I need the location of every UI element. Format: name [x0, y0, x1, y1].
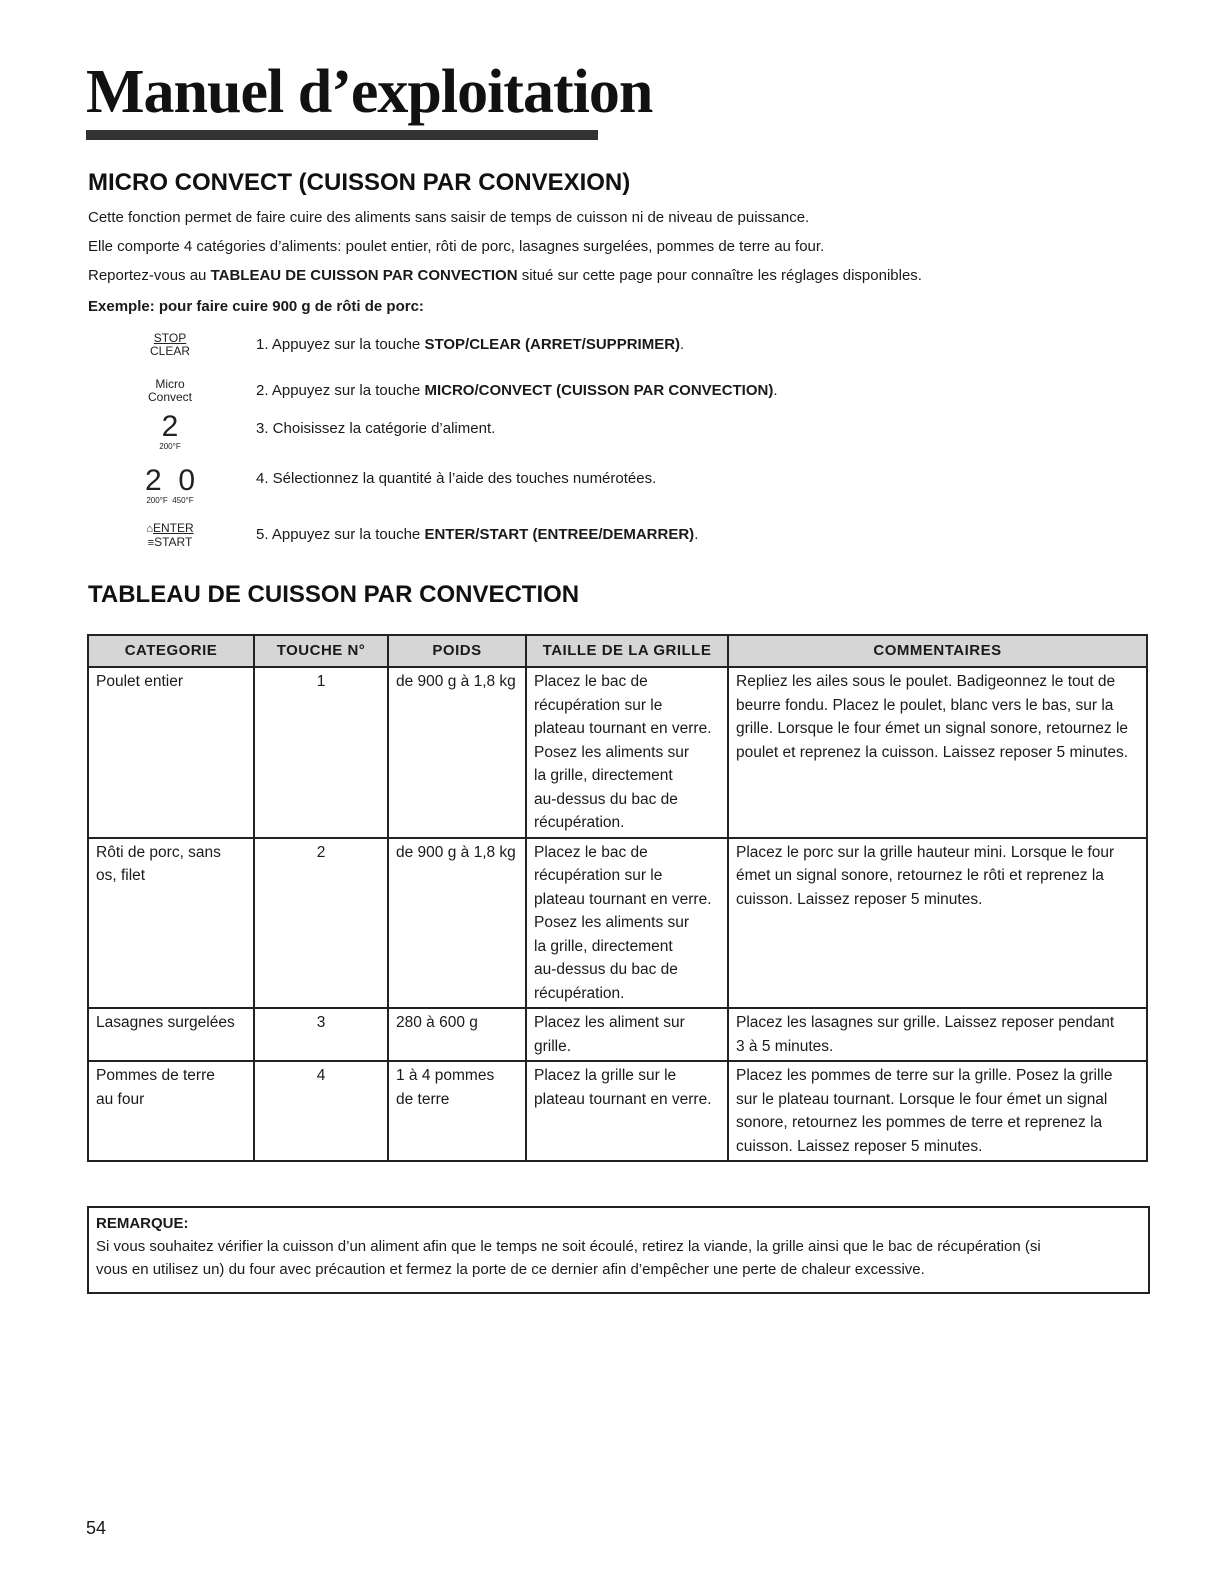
table-header-row: [88, 635, 1147, 667]
cell-line: Placez le porc sur la grille hauteur mini. Lorsque le four: [736, 843, 1115, 861]
key-bottom: 200°F: [159, 442, 181, 451]
key-bottom: CLEAR: [149, 344, 190, 358]
cell-line: Pommes de terre: [96, 1067, 215, 1084]
cell-line: poulet et reprenez la cuisson. Laissez reposer 5 minutes.: [736, 743, 1129, 761]
step-3: [122, 412, 1022, 452]
cell-line: 3 à 5 minutes.: [736, 1037, 834, 1055]
step-text: [256, 420, 495, 437]
convection-table: [87, 634, 1148, 1162]
step-text: [256, 526, 698, 543]
step-pre: 1. Appuyez sur la touche: [256, 336, 425, 353]
header-poids: POIDS: [388, 635, 526, 667]
cell-line: récupération.: [534, 984, 625, 1002]
cell-line: cuisson. Laissez reposer 5 minutes.: [736, 1137, 983, 1155]
cell-line: Posez les aliments sur: [534, 743, 690, 761]
cell-grille: [526, 1061, 728, 1161]
cell-line: de 900 g à 1,8 kg: [396, 673, 516, 690]
cell-line: la grille, directement: [534, 937, 673, 955]
cell-categorie: [88, 838, 254, 1009]
header-grille: TAILLE DE LA GRILLE: [526, 635, 728, 667]
cell-line: sonore, retournez les pommes de terre et reprenez la: [736, 1114, 1103, 1131]
cell-line: Placez la grille sur le: [534, 1067, 677, 1084]
cell-line: Poulet entier: [96, 673, 184, 690]
remark-box: [87, 1206, 1150, 1294]
key-top: 2: [161, 410, 179, 443]
step-pre: 5. Appuyez sur la touche: [256, 526, 425, 543]
header-commentaires: COMMENTAIRES: [728, 635, 1147, 667]
cell-line: 280 à 600 g: [396, 1014, 478, 1031]
cell-poids: [388, 667, 526, 838]
page-title: Manuel d’exploitation: [86, 58, 653, 126]
step-text: [256, 336, 684, 353]
key-bottom: START: [154, 535, 193, 549]
cell-commentaires: [728, 667, 1147, 838]
cell-grille: [526, 838, 728, 1009]
cell-touche: 2: [254, 838, 388, 1009]
step-pre: 3. Choisissez la catégorie d’aliment.: [256, 420, 496, 437]
cell-poids: [388, 1008, 526, 1061]
cell-line: de terre: [396, 1090, 450, 1108]
step-bold: STOP/CLEAR (ARRET/SUPPRIMER): [424, 336, 681, 353]
table-row: [88, 1061, 1147, 1161]
section-heading-tableau: TABLEAU DE CUISSON PAR CONVECTION: [88, 581, 580, 608]
cell-poids: [388, 838, 526, 1009]
number-2-key-icon: [122, 412, 218, 451]
cell-line: Placez les aliment sur: [534, 1014, 685, 1031]
key-bottom: 200°F 450°F: [146, 496, 194, 505]
cell-line: plateau tournant en verre.: [534, 720, 712, 737]
cell-line: Placez le bac de: [534, 843, 648, 861]
p3-bold: TABLEAU DE CUISSON PAR CONVECTION: [210, 267, 518, 284]
key-bottom: Convect: [147, 390, 193, 404]
cell-categorie: [88, 1008, 254, 1061]
key-top: Micro: [155, 377, 185, 391]
remark-heading: REMARQUE:: [96, 1215, 189, 1232]
intro-paragraph-1: Cette fonction permet de faire cuire des aliments sans saisir de temps de cuisson ni de niveau de puissance.: [88, 209, 810, 226]
cell-line: récupération sur le: [534, 696, 663, 714]
step-text: [256, 382, 778, 399]
cell-touche: 3: [254, 1008, 388, 1061]
cell-line: la grille, directement: [534, 767, 673, 784]
cell-line: plateau tournant en verre.: [534, 1090, 712, 1108]
page-number: 54: [86, 1518, 107, 1538]
section-heading-micro-convect: MICRO CONVECT (CUISSON PAR CONVEXION): [88, 169, 631, 196]
intro-paragraph-3: [88, 266, 922, 286]
p3-pre: Reportez-vous au: [88, 267, 211, 284]
micro-convect-key-icon: [122, 378, 218, 404]
cell-line: au-dessus du bac de: [534, 790, 678, 808]
cell-line: beurre fondu. Placez le poulet, blanc vers le bas, sur la: [736, 696, 1114, 714]
step-4: [122, 466, 1022, 506]
step-pre: 4. Sélectionnez la quantité à l’aide des touches numérotées.: [256, 470, 657, 487]
number-20-key-icon: [122, 466, 218, 505]
intro-paragraph-2: Elle comporte 4 catégories d’aliments: poulet entier, rôti de porc, lasagnes surgelées, pommes de terre au four.: [88, 238, 825, 255]
cell-line: Rôti de porc, sans: [96, 843, 221, 861]
cell-line: Posez les aliments sur: [534, 914, 690, 931]
cell-line: grille.: [534, 1037, 572, 1055]
cell-line: de 900 g à 1,8 kg: [396, 843, 516, 861]
cell-touche: 1: [254, 667, 388, 838]
remark-line-1: Si vous souhaitez vérifier la cuisson d’un aliment afin que le temps ne soit écoulé, retirez la viande, la grille ainsi que le bac de récupération (si: [96, 1238, 1041, 1255]
cell-commentaires: [728, 1061, 1147, 1161]
cell-poids: [388, 1061, 526, 1161]
step-1: [122, 332, 1022, 372]
cell-line: Placez les pommes de terre sur la grille. Posez la grille: [736, 1067, 1113, 1084]
cell-line: Placez le bac de: [534, 673, 648, 690]
cell-categorie: [88, 1061, 254, 1161]
cell-line: Lasagnes surgelées: [96, 1014, 235, 1031]
cell-commentaires: [728, 838, 1147, 1009]
cell-line: récupération sur le: [534, 867, 663, 884]
cell-line: os, filet: [96, 867, 146, 884]
header-categorie: CATEGORIE: [88, 635, 254, 667]
example-label: Exemple: pour faire cuire 900 g de rôti de porc:: [88, 298, 424, 315]
title-rule: [86, 130, 598, 140]
stop-clear-key-icon: [122, 332, 218, 358]
enter-start-key-icon: ⌂ENTER ≡START: [146, 521, 194, 549]
step-bold: MICRO/CONVECT (CUISSON PAR CONVECTION): [424, 382, 774, 399]
cell-categorie: [88, 667, 254, 838]
key-top: STOP: [153, 331, 187, 345]
cell-line: 1 à 4 pommes: [396, 1067, 495, 1084]
cell-line: au-dessus du bac de: [534, 961, 678, 978]
cell-grille: [526, 667, 728, 838]
step-5: [122, 522, 1022, 562]
step-post: .: [773, 382, 778, 399]
cell-line: émet un signal sonore, retournez le rôti et reprenez la: [736, 867, 1104, 884]
step-post: .: [680, 336, 685, 353]
cell-grille: [526, 1008, 728, 1061]
step-bold: ENTER/START (ENTREE/DEMARRER): [424, 526, 695, 543]
cell-line: plateau tournant en verre.: [534, 890, 712, 908]
step-text: [256, 470, 656, 487]
key-top: 2 0: [144, 464, 196, 497]
cell-line: cuisson. Laissez reposer 5 minutes.: [736, 890, 983, 908]
step-pre: 2. Appuyez sur la touche: [256, 382, 425, 399]
cell-line: récupération.: [534, 814, 625, 831]
cell-line: Placez les lasagnes sur grille. Laissez reposer pendant: [736, 1014, 1115, 1031]
cell-line: sur le plateau tournant. Lorsque le four émet un signal: [736, 1090, 1108, 1108]
cell-line: au four: [96, 1090, 145, 1108]
table-row: [88, 1008, 1147, 1061]
p3-post: situé sur cette page pour connaître les réglages disponibles.: [517, 267, 922, 284]
header-touche: TOUCHE N°: [254, 635, 388, 667]
cell-line: grille. Lorsque le four émet un signal sonore, retournez le: [736, 720, 1129, 737]
table-row: [88, 838, 1147, 1009]
table-row: [88, 667, 1147, 838]
step-post: .: [694, 526, 699, 543]
cell-commentaires: [728, 1008, 1147, 1061]
key-top: ENTER: [152, 521, 194, 535]
cell-touche: 4: [254, 1061, 388, 1161]
remark-line-2: vous en utilisez un) du four avec précaution et fermez la porte de ce dernier afin d’empêcher une perte de chaleur excessive.: [96, 1261, 925, 1278]
cell-line: Repliez les ailes sous le poulet. Badigeonnez le tout de: [736, 673, 1116, 690]
